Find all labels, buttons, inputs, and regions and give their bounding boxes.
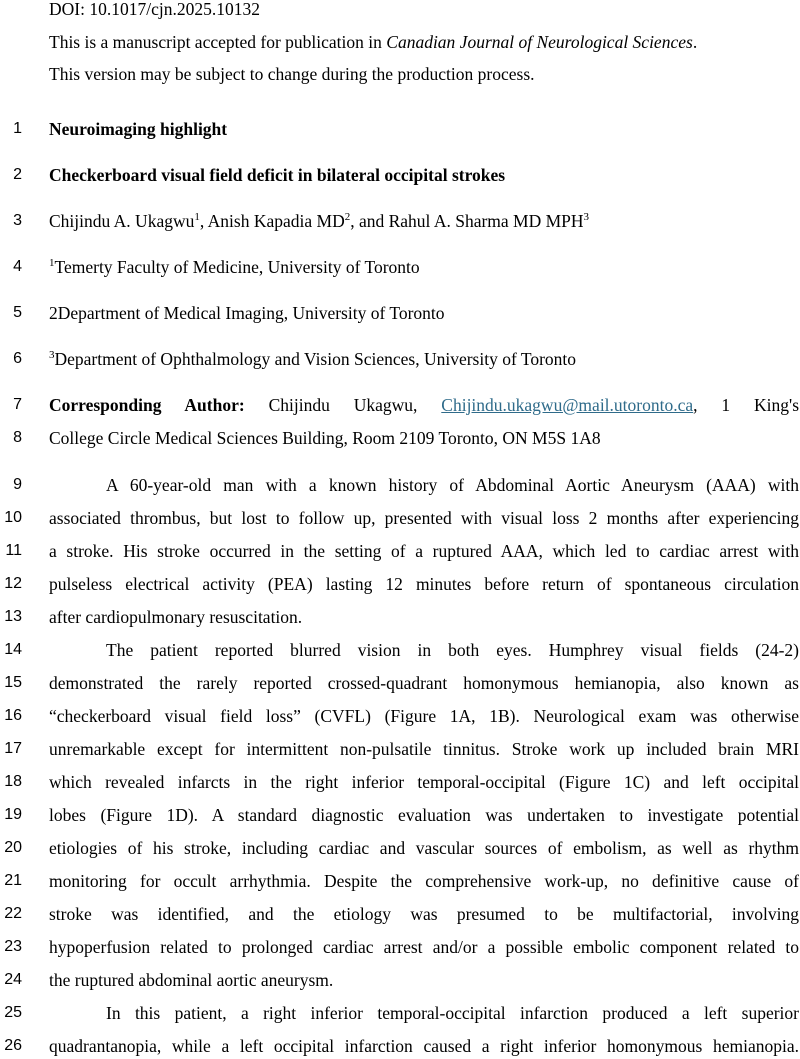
affiliation-1 <box>49 256 420 278</box>
journal-name: Canadian Journal of Neurological Sciences <box>386 32 693 52</box>
author-list <box>49 210 589 232</box>
line-number: 7 <box>13 396 22 413</box>
line-number: 24 <box>4 971 22 988</box>
body-line: after cardiopulmonary resuscitation. <box>49 607 303 627</box>
corresponding-name: Chijindu Ukagwu, <box>244 395 442 415</box>
line-number: 18 <box>4 773 22 790</box>
affiliation-text: Temerty Faculty of Medicine, University of Toronto <box>54 257 420 277</box>
line-number: 26 <box>4 1037 22 1054</box>
line-number: 16 <box>4 707 22 724</box>
body-line: hypoperfusion related to prolonged cardiac arrest and/or a possible embolic component related to <box>49 937 799 957</box>
affiliation-marker: 3 <box>49 349 55 362</box>
line-number: 22 <box>4 905 22 922</box>
affiliation-marker: 2 <box>344 211 351 224</box>
line-number: 9 <box>13 476 22 493</box>
affiliation-marker: 1 <box>49 257 55 270</box>
line-number: 6 <box>13 350 22 367</box>
corresponding-address: College Circle Medical Sciences Building, Room 2109 Toronto, ON M5S 1A8 <box>49 428 601 448</box>
line-number: 19 <box>4 806 22 823</box>
line-number: 10 <box>4 509 22 526</box>
body-line: A 60-year-old man with a known history of Abdominal Aortic Aneurysm (AAA) with <box>106 475 799 495</box>
author-name: Chijindu A. Ukagwu <box>49 211 195 231</box>
body-line: “checkerboard visual field loss” (CVFL) (Figure 1A, 1B). Neurological exam was otherwise <box>49 706 799 726</box>
line-number: 2 <box>13 166 22 183</box>
body-line: a stroke. His stroke occurred in the setting of a ruptured AAA, which led to cardiac arrest with <box>49 541 799 561</box>
body-line: pulseless electrical activity (PEA) lasting 12 minutes before return of spontaneous circulation <box>49 574 799 594</box>
body-line: the ruptured abdominal aortic aneurysm. <box>49 970 334 990</box>
affiliation-text: Department of Ophthalmology and Vision Sciences, University of Toronto <box>54 349 577 369</box>
line-number: 1 <box>13 120 22 137</box>
line-number: 3 <box>13 212 22 229</box>
line-number: 14 <box>4 641 22 658</box>
doi-line: DOI: 10.1017/cjn.2025.10132 <box>49 0 260 19</box>
article-title: Checkerboard visual field deficit in bilateral occipital strokes <box>49 165 506 185</box>
line-number: 23 <box>4 938 22 955</box>
line-number: 17 <box>4 740 22 757</box>
affiliation-marker: 1 <box>194 211 200 224</box>
author-name: , Anish Kapadia MD <box>199 211 345 231</box>
line-number: 12 <box>4 575 22 592</box>
line-number: 5 <box>13 304 22 321</box>
affiliation-3 <box>49 348 576 370</box>
author-name: , and Rahul A. Sharma MD MPH <box>350 211 584 231</box>
body-line: which revealed infarcts in the right inferior temporal-occipital (Figure 1C) and left occipital <box>49 772 799 792</box>
line-number: 8 <box>13 429 22 446</box>
body-line: etiologies of his stroke, including cardiac and vascular sources of embolism, as well as rhythm <box>49 838 799 858</box>
line-number: 20 <box>4 839 22 856</box>
line-number: 13 <box>4 608 22 625</box>
email-link[interactable]: Chijindu.ukagwu@mail.utoronto.ca <box>441 395 694 415</box>
body-line: demonstrated the rarely reported crossed-quadrant homonymous hemianopia, also known as <box>49 673 799 693</box>
line-number: 11 <box>5 542 22 559</box>
line-number: 4 <box>13 258 22 275</box>
body-line: monitoring for occult arrhythmia. Despite the comprehensive work-up, no definitive cause of <box>49 871 799 891</box>
line-number: 15 <box>4 674 22 691</box>
address-part: , 1 King's <box>693 395 799 415</box>
body-line: In this patient, a right inferior temporal-occipital infarction produced a left superior <box>106 1003 799 1023</box>
body-line: stroke was identified, and the etiology was presumed to be multifactorial, involving <box>49 904 799 924</box>
body-line: unremarkable except for intermittent non-pulsatile tinnitus. Stroke work up included brain MRI <box>49 739 799 759</box>
corresponding-author <box>49 394 799 416</box>
affiliation-2: 2Department of Medical Imaging, University of Toronto <box>49 303 445 323</box>
section-label: Neuroimaging highlight <box>49 119 228 139</box>
version-notice: This version may be subject to change during the production process. <box>49 64 535 84</box>
notice-suffix: . <box>692 32 698 52</box>
body-line: lobes (Figure 1D). A standard diagnostic evaluation was undertaken to investigate potential <box>49 805 799 825</box>
line-number: 25 <box>4 1004 22 1021</box>
manuscript-notice <box>49 31 697 53</box>
affiliation-marker: 3 <box>583 211 590 224</box>
corresponding-label: Corresponding Author: <box>49 395 245 415</box>
body-line: associated thrombus, but lost to follow up, presented with visual loss 2 months after experiencing <box>49 508 799 528</box>
body-line: quadrantanopia, while a left occipital infarction caused a right inferior homonymous hemianopia. <box>49 1036 799 1056</box>
line-number: 21 <box>4 872 22 889</box>
body-line: The patient reported blurred vision in both eyes. Humphrey visual fields (24-2) <box>106 640 799 660</box>
notice-prefix: This is a manuscript accepted for publication in <box>49 32 387 52</box>
